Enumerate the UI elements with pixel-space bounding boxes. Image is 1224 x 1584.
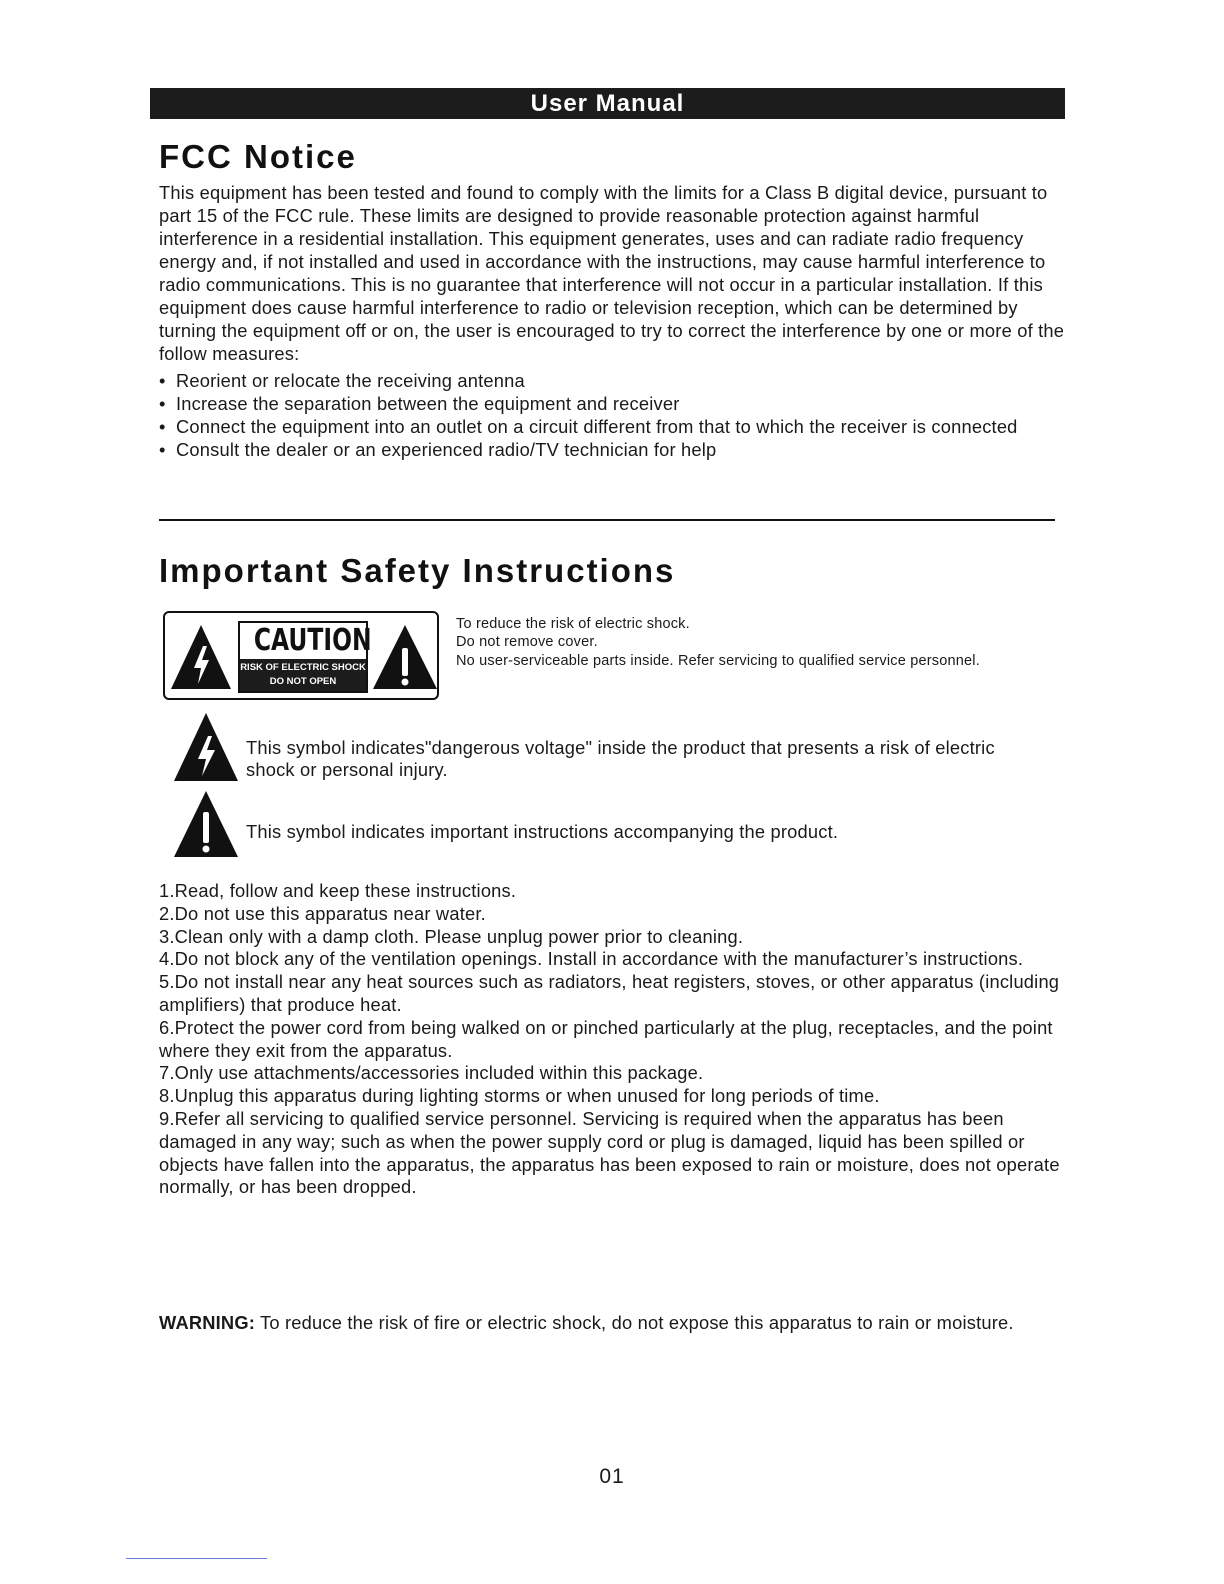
list-item: 6.Protect the power cord from being walked on or pinched particularly at the plug, receptacles, and the point where they exit from the apparatus. xyxy=(159,1016,1053,1061)
list-item: 8.Unplug this apparatus during lighting storms or when unused for long periods of time. xyxy=(159,1085,880,1107)
caution-subtext-line: DO NOT OPEN xyxy=(269,676,337,687)
list-item: • Consult the dealer or an experienced radio/TV technician for help xyxy=(159,438,1059,461)
caution-label-box xyxy=(163,611,439,700)
header-title: User Manual xyxy=(530,90,685,117)
fcc-measures-list xyxy=(159,369,1059,461)
page-number: 01 xyxy=(599,1465,625,1488)
list-item: 3.Clean only with a damp cloth. Please unplug power prior to cleaning. xyxy=(159,925,744,947)
list-item: • Increase the separation between the equipment and receiver xyxy=(159,392,1059,415)
list-item: 5.Do not install near any heat sources such as radiators, heat registers, stoves, or other apparatus (including amplifiers) that produce heat. xyxy=(159,971,1060,1015)
caution-text xyxy=(456,615,1016,670)
list-item: 2.Do not use this apparatus near water. xyxy=(159,902,486,924)
symbol-description: This symbol indicates important instructions accompanying the product. xyxy=(246,821,839,842)
list-item: • Connect the equipment into an outlet on a circuit different from that to which the receiver is connected xyxy=(159,415,1059,438)
warning-text: To reduce the risk of fire or electric shock, do not expose this apparatus to rain or moisture. xyxy=(255,1312,1014,1333)
lightning-warning-icon xyxy=(170,624,232,690)
footer-line xyxy=(126,1558,267,1559)
list-item: • Reorient or relocate the receiving antenna xyxy=(159,369,1059,392)
section-divider xyxy=(159,519,1055,521)
lightning-warning-icon xyxy=(173,712,239,782)
list-item: 9.Refer all servicing to qualified service personnel. Servicing is required when the apparatus has been damaged in any way; such as when the power supply cord or plug is damaged, liquid has been spilled or objects have fallen into the apparatus, the apparatus has been exposed to rain or moisture, does not operate normally, or has been dropped. xyxy=(159,1107,1060,1198)
caution-word: CAUTION xyxy=(253,623,372,658)
header-bar xyxy=(150,88,1065,119)
list-item: 1.Read, follow and keep these instructions. xyxy=(159,880,517,901)
fcc-body: This equipment has been tested and found to comply with the limits for a Class B digital device, pursuant to part 15 of the FCC rule. These limits are designed to provide reasonable protection against harmful interference in a residential installation. This equipment generates, uses and can radiate radio frequency energy and, if not installed and used in accordance with the instructions, may cause harmful interference to radio communications. This is no guarantee that interference will not occur in a particular installation. If this equipment does cause harmful interference to radio or television reception, which can be determined by turning the equipment off or on, the user is encouraged to try to correct the interference by one or more of the follow measures: xyxy=(159,182,1065,364)
caution-text-line: No user-serviceable parts inside. Refer servicing to qualified service personnel. xyxy=(456,652,980,669)
caution-text-line: Do not remove cover. xyxy=(456,634,598,651)
safety-instructions-list xyxy=(159,880,1069,1199)
list-item: 7.Only use attachments/accessories included within this package. xyxy=(159,1062,704,1084)
symbol-description: This symbol indicates"dangerous voltage" inside the product that presents a risk of electric shock or personal injury. xyxy=(246,737,995,780)
list-item: 4.Do not block any of the ventilation openings. Install in accordance with the manufacturer’s instructions. xyxy=(159,948,1024,970)
safety-title: Important Safety Instructions xyxy=(159,552,676,589)
fcc-title: FCC Notice xyxy=(159,138,357,175)
caution-subtext xyxy=(240,659,366,691)
caution-text-line: To reduce the risk of electric shock. xyxy=(456,616,690,632)
warning-label: WARNING: xyxy=(159,1312,256,1333)
exclamation-warning-icon xyxy=(173,790,239,858)
caution-subtext-line: RISK OF ELECTRIC SHOCK xyxy=(240,662,366,673)
exclamation-warning-icon xyxy=(372,624,438,690)
warning-note xyxy=(159,1311,1039,1334)
caution-label xyxy=(238,621,372,693)
